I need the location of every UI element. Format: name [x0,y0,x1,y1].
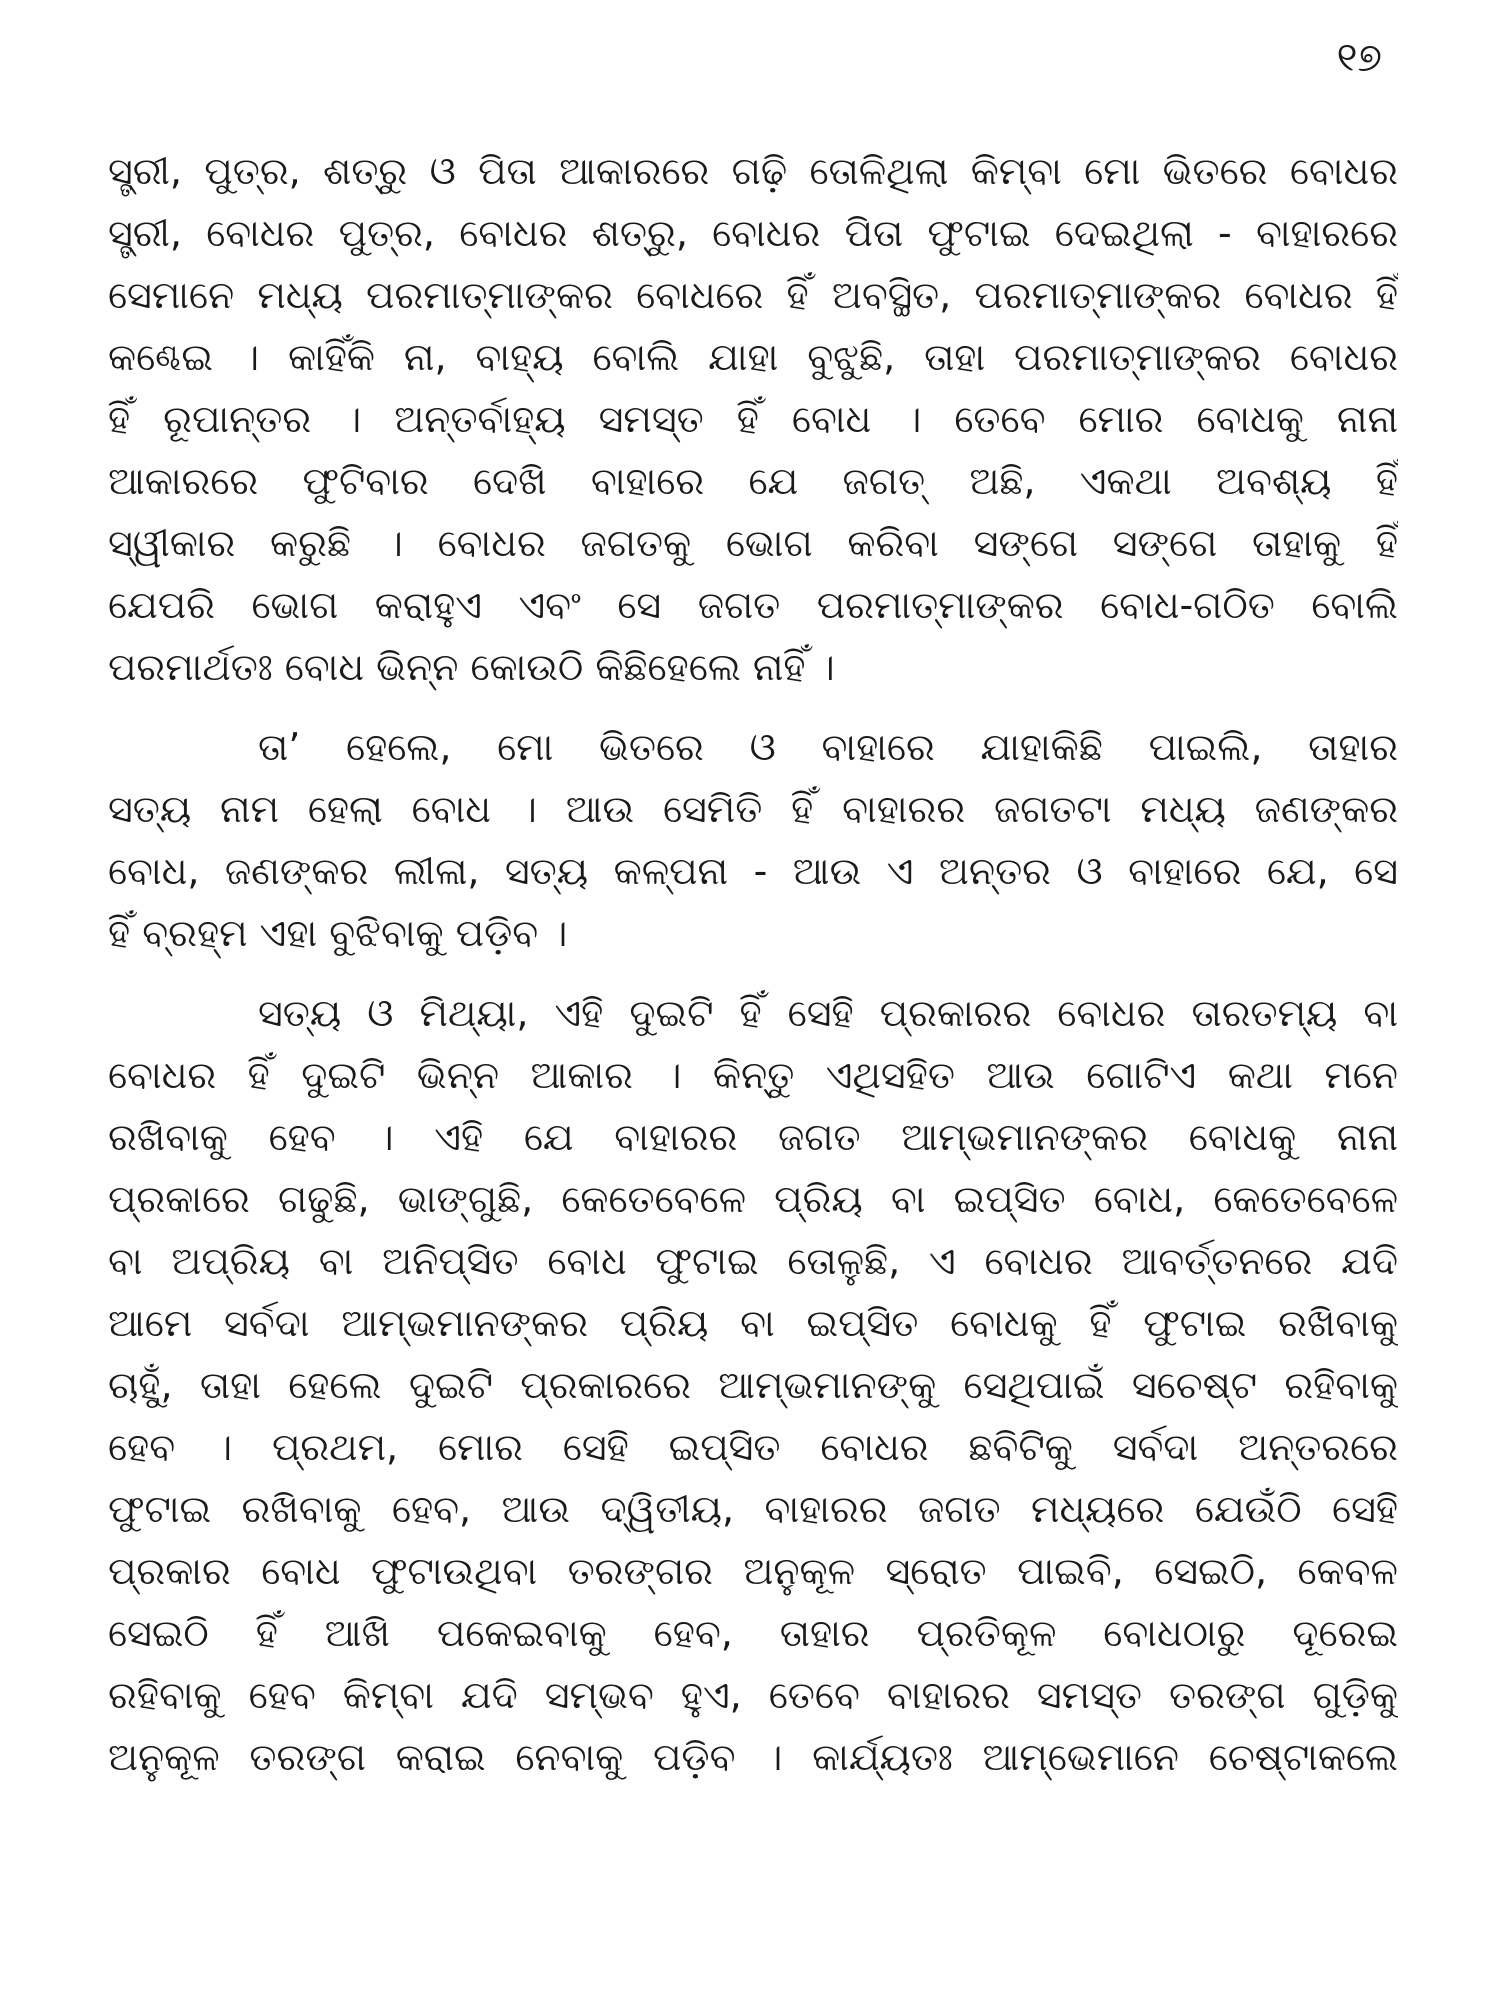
text-line: ଯେପରି ଭୋଗ କରାହୁଏ ଏବଂ ସେ ଜଗତ ପରମାତ୍ମାଙ୍କର ବୋଧ-ଗଠିତ ବୋଲି [108,583,1398,627]
text-line: ତା’ ହେଲେ, ମୋ ଭିତରେ ଓ ବାହାରେ ଯାହାକିଛି ପାଇଲି, ତାହାର [258,725,1398,769]
text-line: ପ୍ରକାର ବୋଧ ଫୁଟାଉଥିବା ତରଙ୍ଗର ଅନୁକୂଳ ସ୍ରୋତ ପାଇବି, ସେଇଠି, କେବଳ [108,1549,1398,1593]
text-line: ଫୁଟାଇ ରଖିବାକୁ ହେବ, ଆଉ ଦ୍ୱିତୀୟ, ବାହାରର ଜଗତ ମଧ୍ୟରେ ଯେଉଁଠି ସେହି [108,1487,1398,1531]
text-line: ସ୍ତ୍ରୀ, ବୋଧର ପୁତ୍ର, ବୋଧର ଶତ୍ରୁ, ବୋଧର ପିତା ଫୁଟାଇ ଦେଇଥିଲା - ବାହାରରେ [108,211,1398,255]
text-line: ପରମାର୍ଥତଃ ବୋଧ ଭିନ୍ନ କୋଉଠି କିଛିହେଲେ ନାହିଁ । [108,645,835,689]
text-line: ଆକାରରେ ଫୁଟିବାର ଦେଖି ବାହାରେ ଯେ ଜଗତ୍ ଅଛି, ଏକଥା ଅବଶ୍ୟ ହିଁ [108,459,1398,503]
text-line: ରଖିବାକୁ ହେବ । ଏହି ଯେ ବାହାରର ଜଗତ ଆମ୍ଭମାନଙ୍କର ବୋଧକୁ ନାନା [108,1115,1398,1159]
text-line: ସତ୍ୟ ନାମ ହେଲା ବୋଧ । ଆଉ ସେମିତି ହିଁ ବାହାରର ଜଗତଟା ମଧ୍ୟ ଜଣଙ୍କର [108,787,1398,831]
text-line: ଅନୁକୂଳ ତରଙ୍ଗ କରାଇ ନେବାକୁ ପଡ଼ିବ । କାର୍ଯ୍ୟତଃ ଆମ୍ଭେମାନେ ଚେଷ୍ଟାକଲେ [108,1735,1398,1779]
text-line: ସେମାନେ ମଧ୍ୟ ପରମାତ୍ମାଙ୍କର ବୋଧରେ ହିଁ ଅବସ୍ଥିତ, ପରମାତ୍ମାଙ୍କର ବୋଧର ହିଁ [108,273,1398,317]
text-line: ସେଇଠି ହିଁ ଆଖି ପକେଇବାକୁ ହେବ, ତାହାର ପ୍ରତିକୂଳ ବୋଧଠାରୁ ଦୂରେଇ [108,1611,1398,1655]
text-line: ସ୍ୱୀକାର କରୁଛି । ବୋଧର ଜଗତକୁ ଭୋଗ କରିବା ସଙ୍ଗେ ସଙ୍ଗେ ତାହାକୁ ହିଁ [108,521,1398,565]
text-line: ସତ୍ୟ ଓ ମିଥ୍ୟା, ଏହି ଦୁଇଟି ହିଁ ସେହି ପ୍ରକାରର ବୋଧର ତାରତମ୍ୟ ବା [258,991,1398,1035]
paragraph-2 [108,716,1398,964]
text-line: ବୋଧ, ଜଣଙ୍କର ଲୀଳା, ସତ୍ୟ କଳ୍ପନା - ଆଉ ଏ ଅନ୍ତର ଓ ବାହାରେ ଯେ, ସେ [108,849,1398,893]
text-line: ବା ଅପ୍ରିୟ ବା ଅନିପ୍ସିତ ବୋଧ ଫୁଟାଇ ତୋଳୁଛି, ଏ ବୋଧର ଆବର୍ତ୍ତନରେ ଯଦି [108,1239,1398,1283]
text-line: ସ୍ତ୍ରୀ, ପୁତ୍ର, ଶତ୍ରୁ ଓ ପିତା ଆକାରରେ ଗଢ଼ି ତୋଳିଥିଲା କିମ୍ବା ମୋ ଭିତରେ ବୋଧର [108,149,1398,193]
text-line: ରହିବାକୁ ହେବ କିମ୍ବା ଯଦି ସମ୍ଭବ ହୁଏ, ତେବେ ବାହାରର ସମସ୍ତ ତରଙ୍ଗ ଗୁଡ଼ିକୁ [108,1673,1398,1717]
text-line: ହିଁ ରୂପାନ୍ତର । ଅନ୍ତର୍ବାହ୍ୟ ସମସ୍ତ ହିଁ ବୋଧ । ତେବେ ମୋର ବୋଧକୁ ନାନା [108,397,1398,441]
text-line: କଣ୍ଢେଇ । କାହିଁକି ନା, ବାହ୍ୟ ବୋଲି ଯାହା ବୁଝୁଛି, ତାହା ପରମାତ୍ମାଙ୍କର ବୋଧର [108,335,1398,379]
paragraph-1 [108,140,1398,698]
paragraph-3 [108,982,1398,1788]
text-line: ବୋଧର ହିଁ ଦୁଇଟି ଭିନ୍ନ ଆକାର । କିନ୍ତୁ ଏଥିସହିତ ଆଉ ଗୋଟିଏ କଥା ମନେ [108,1053,1398,1097]
text-line: ହିଁ ବ୍ରହ୍ମ ଏହା ବୁଝିବାକୁ ପଡ଼ିବ । [108,911,568,955]
text-line: ପ୍ରକାରେ ଗଢୁଛି, ଭାଙ୍ଗୁଛି, କେତେବେଳେ ପ୍ରିୟ ବା ଇପ୍ସିତ ବୋଧ, କେତେବେଳେ [108,1177,1398,1221]
text-line: ଆମେ ସର୍ବଦା ଆମ୍ଭମାନଙ୍କର ପ୍ରିୟ ବା ଇପ୍ସିତ ବୋଧକୁ ହିଁ ଫୁଟାଇ ରଖିବାକୁ [108,1301,1398,1345]
text-line: ହେବ । ପ୍ରଥମ, ମୋର ସେହି ଇପ୍ସିତ ବୋଧର ଛବିଟିକୁ ସର୍ବଦା ଅନ୍ତରରେ [108,1425,1398,1469]
text-line: ଚାହୁଁ, ତାହା ହେଲେ ଦୁଇଟି ପ୍ରକାରରେ ଆମ୍ଭମାନଙ୍କୁ ସେଥିପାଇଁ ସଚେଷ୍ଟ ରହିବାକୁ [108,1363,1398,1407]
body-text [108,140,1398,1980]
page-number: ୧୭ [1336,35,1382,81]
